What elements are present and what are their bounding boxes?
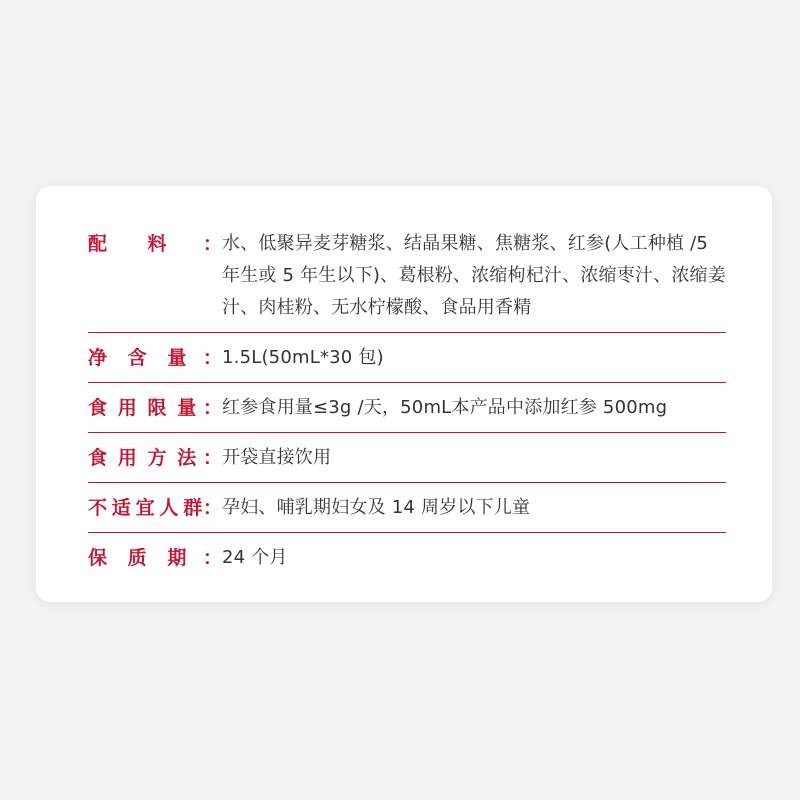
spec-row-unsuitable-groups [88,483,726,533]
spec-value-usage: 开袋直接饮用 [222,446,332,468]
spec-label-usage: 食 用 方 法 ： [88,446,222,469]
spec-table [88,222,726,583]
spec-label-ingredients: 配 料 ： [88,233,222,255]
spec-label-consumption-limit: 食 用 限 量 ： [88,396,222,419]
spec-value-shelf-life: 24 个月 [222,547,288,568]
spec-value-ingredients: 水、低聚异麦芽糖浆、结晶果糖、焦糖浆、红参(人工种植 /5 年生或 5 年生以下)、葛根粉、浓缩枸杞汁、浓缩枣汁、浓缩姜汁、肉桂粉、无水柠檬酸、食品用香精 [222,233,726,318]
spec-value-unsuitable-groups: 孕妇、哺乳期妇女及 14 周岁以下儿童 [222,496,531,518]
spec-row-net-content [88,333,726,383]
spec-label-net-content: 净 含 量 ： [88,346,222,369]
product-info-card [36,186,772,602]
spec-label-unsuitable-groups: 不 适 宜 人 群 ： [88,496,222,519]
spec-value-net-content: 1.5L(50mL*30 包) [222,346,384,368]
spec-row-consumption-limit [88,383,726,433]
spec-row-usage [88,433,726,483]
spec-label-shelf-life: 保 质 期 ： [88,547,222,569]
spec-value-consumption-limit: 红参食用量≤3g /天，50mL本产品中添加红参 500mg [222,396,668,418]
spec-row-ingredients [88,222,726,333]
spec-row-shelf-life [88,533,726,583]
